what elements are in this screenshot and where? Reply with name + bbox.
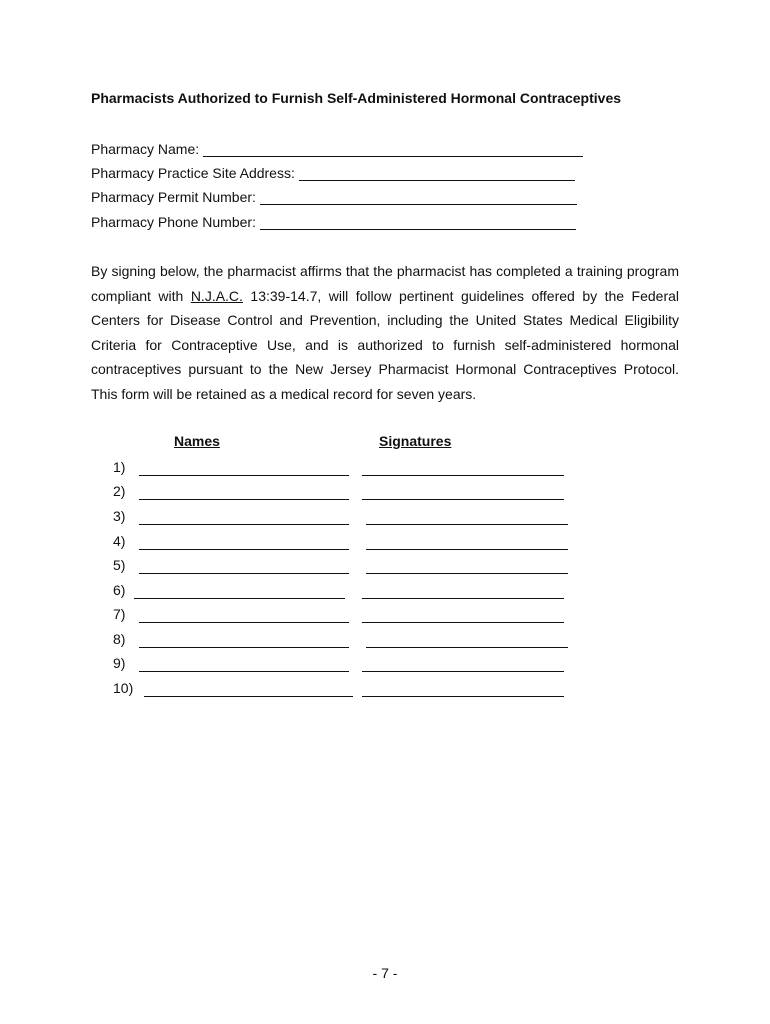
signature-line[interactable] [362, 696, 564, 697]
signature-row [0, 680, 770, 700]
paragraph-text-end: 13:39-14.7, will follow pertinent guidelines offered by the Federal Centers for Disease Control and Prevention, including the United States Medical Eligibility Criteria for Contraceptive Use, and is authorized to furnish self-administered hormonal contraceptives pursuant to the New Jersey Pharmacist Hormonal Contraceptives Protocol. This form will be retained as a medical record for seven years. [91, 287, 680, 402]
pharmacy-permit-row [91, 189, 577, 205]
signature-row [0, 557, 770, 577]
signatures-column-header: Signatures [379, 433, 452, 449]
names-column-header: Names [174, 433, 220, 449]
form-title: Pharmacists Authorized to Furnish Self-Administered Hormonal Contraceptives [91, 90, 622, 106]
signature-line[interactable] [362, 475, 564, 476]
row-number: 1) [113, 459, 126, 475]
row-number: 3) [113, 508, 126, 524]
row-number: 10) [113, 680, 134, 696]
pharmacy-permit-label: Pharmacy Permit Number: [91, 189, 256, 205]
paragraph-text-start: By signing below, the pharmacist affirms that the pharmacist has completed a training program compliant with [91, 263, 679, 304]
signature-row [0, 533, 770, 553]
signature-row [0, 508, 770, 528]
signature-row [0, 459, 770, 479]
signature-row [0, 655, 770, 675]
signature-line[interactable] [362, 598, 564, 599]
name-line[interactable] [139, 475, 349, 476]
signature-line[interactable] [366, 549, 568, 550]
name-line[interactable] [139, 573, 349, 574]
pharmacy-phone-row [91, 214, 576, 230]
row-number: 9) [113, 655, 126, 671]
pharmacy-address-field[interactable] [299, 166, 575, 181]
name-line[interactable] [139, 499, 349, 500]
row-number: 8) [113, 631, 126, 647]
pharmacy-name-row [91, 141, 583, 157]
signature-row [0, 483, 770, 503]
signature-line[interactable] [366, 573, 568, 574]
signature-line[interactable] [362, 622, 564, 623]
page-number: - 7 - [372, 965, 398, 981]
name-line[interactable] [139, 647, 349, 648]
row-number: 5) [113, 557, 126, 573]
pharmacy-address-row [91, 165, 575, 181]
pharmacy-address-label: Pharmacy Practice Site Address: [91, 165, 295, 181]
row-number: 6) [113, 582, 126, 598]
row-number: 7) [113, 606, 126, 622]
pharmacy-name-field[interactable] [203, 142, 583, 157]
pharmacy-phone-label: Pharmacy Phone Number: [91, 214, 256, 230]
pharmacy-phone-field[interactable] [260, 215, 576, 230]
name-line[interactable] [139, 549, 349, 550]
name-line[interactable] [144, 696, 353, 697]
row-number: 2) [113, 483, 126, 499]
name-line[interactable] [139, 622, 349, 623]
signature-row [0, 606, 770, 626]
signature-row [0, 631, 770, 651]
signature-line[interactable] [366, 524, 568, 525]
pharmacy-permit-field[interactable] [260, 190, 577, 205]
njac-link[interactable]: N.J.A.C. [190, 287, 243, 304]
name-line[interactable] [134, 598, 345, 599]
signature-line[interactable] [362, 499, 564, 500]
name-line[interactable] [139, 671, 349, 672]
signature-line[interactable] [366, 647, 568, 648]
signature-row [0, 582, 770, 602]
row-number: 4) [113, 533, 126, 549]
signature-line[interactable] [362, 671, 564, 672]
affirmation-paragraph [91, 259, 679, 407]
pharmacy-name-label: Pharmacy Name: [91, 141, 200, 157]
name-line[interactable] [139, 524, 349, 525]
